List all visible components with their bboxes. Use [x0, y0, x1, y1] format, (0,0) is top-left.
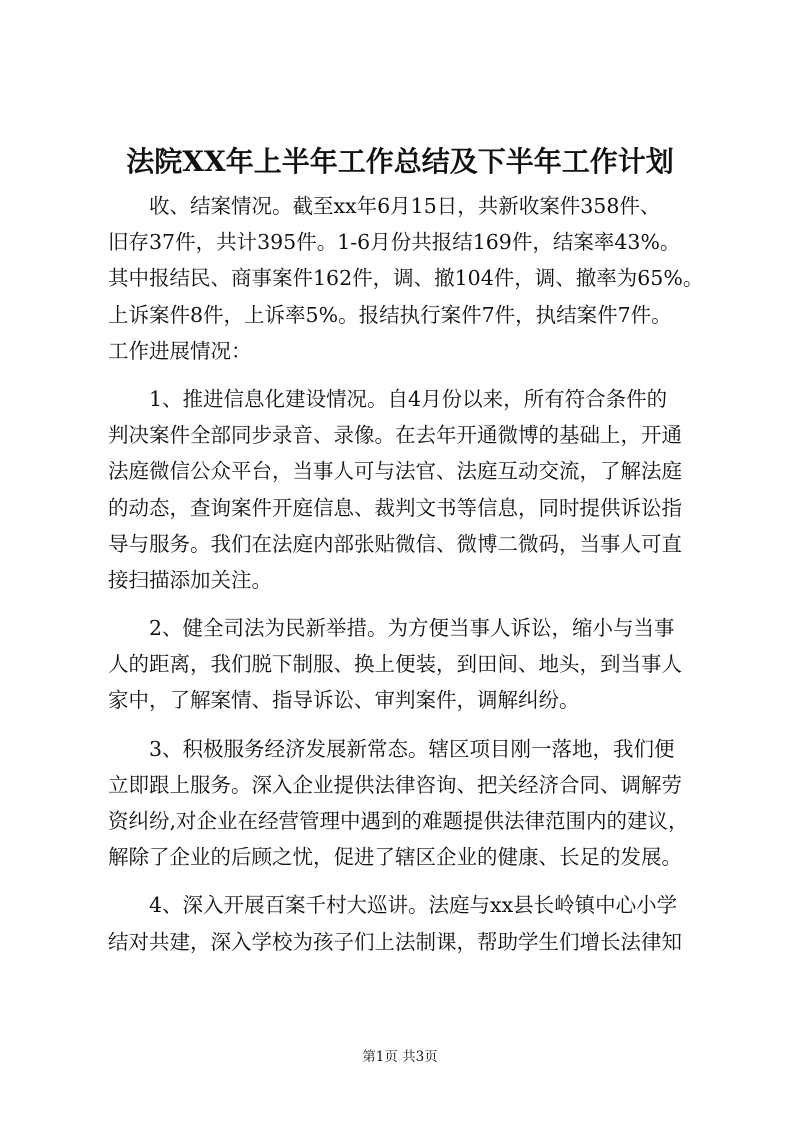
document-body — [108, 188, 720, 960]
text-line: 3、积极服务经济发展新常态。辖区项目刚一落地，我们便 — [149, 736, 675, 761]
paragraph-spacer — [108, 719, 720, 731]
document-title: 法院XX年上半年工作总结及下半年工作计划 — [126, 145, 674, 178]
text-line: 结对共建，深入学校为孩子们上法制课，帮助学生们增长法律知 — [108, 929, 682, 954]
paragraph-item-3 — [108, 731, 720, 876]
text-line: 收、结案情况。截至xx年6月15日，共新收案件358件、 — [149, 194, 661, 218]
text-line: 资纠纷,对企业在经营管理中遇到的难题提供法律范围内的建议， — [108, 809, 689, 833]
paragraph-item-2 — [108, 610, 720, 719]
paragraph-case-statistics — [108, 188, 720, 369]
text-line: 4、深入开展百案千村大巡讲。法庭与xx县长岭镇中心小学 — [149, 893, 678, 918]
text-line: 判决案件全部同步录音、录像。在去年开通微博的基础上，开通 — [108, 423, 682, 448]
paragraph-spacer — [108, 875, 720, 887]
page-number-footer: 第1页 共3页 — [362, 1049, 438, 1065]
paragraph-item-1 — [108, 381, 720, 598]
paragraph-item-4 — [108, 887, 720, 959]
text-line: 人的距离，我们脱下制服、换上便装，到田间、地头，到当事人 — [108, 652, 682, 677]
paragraph-spacer — [108, 598, 720, 610]
text-line: 家中，了解案情、指导诉讼、审判案件，调解纠纷。 — [108, 688, 580, 713]
text-line: 旧存37件，共计395件。1-6月份共报结169件，结案率43%。 — [108, 230, 681, 255]
paragraph-spacer — [108, 369, 720, 381]
text-line: 上诉案件8件，上诉率5%。报结执行案件7件，执结案件7件。 — [108, 302, 672, 327]
text-line: 导与服务。我们在法庭内部张贴微信、微博二微码，当事人可直 — [108, 531, 682, 556]
text-line: 其中报结民、商事案件162件，调、撤104件，调、撤率为65%。 — [108, 266, 704, 291]
text-line: 接扫描添加关注。 — [108, 567, 272, 592]
text-line: 2、健全司法为民新举措。为方便当事人诉讼，缩小与当事 — [149, 616, 675, 641]
text-line: 立即跟上服务。深入企业提供法律咨询、把关经济合同、调解劳 — [108, 772, 682, 797]
text-line: 1、推进信息化建设情况。自4月份以来，所有符合条件的 — [149, 386, 668, 411]
text-line: 工作进展情况： — [108, 338, 252, 363]
text-line: 法庭微信公众平台，当事人可与法官、法庭互动交流，了解法庭 — [108, 459, 682, 484]
text-line: 的动态，查询案件开庭信息、裁判文书等信息，同时提供诉讼指 — [108, 495, 682, 520]
text-line: 解除了企业的后顾之忧，促进了辖区企业的健康、长足的发展。 — [108, 845, 682, 870]
